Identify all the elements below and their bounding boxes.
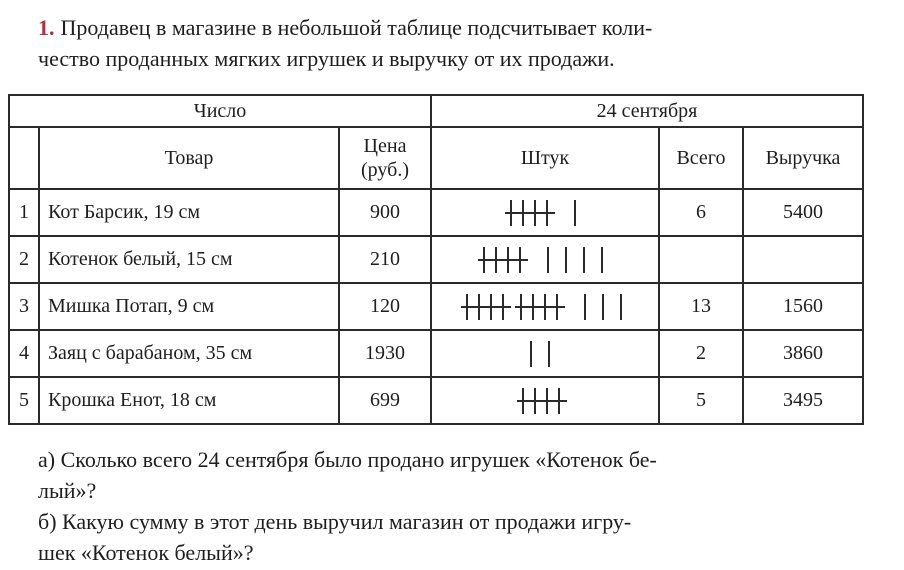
header-row-columns (9, 127, 863, 189)
row-price: 699 (339, 377, 431, 424)
problem-number: 1. (38, 15, 55, 40)
row-price: 120 (339, 283, 431, 330)
row-tally (431, 330, 659, 377)
header-price (339, 127, 431, 189)
table-row (9, 330, 863, 377)
row-name: Заяц с барабаном, 35 см (39, 330, 339, 377)
problem-line-2: чество проданных мягких игрушек и выручку от их продажи. (38, 46, 615, 71)
header-item: Товар (39, 127, 339, 189)
row-revenue: 3495 (743, 377, 863, 424)
row-index: 1 (9, 189, 39, 236)
row-name: Мишка Потап, 9 см (39, 283, 339, 330)
row-name: Крошка Енот, 18 см (39, 377, 339, 424)
row-tally (431, 236, 659, 283)
problem-statement (38, 12, 868, 74)
row-index: 5 (9, 377, 39, 424)
question-a (38, 444, 868, 506)
header-price-line2: (руб.) (361, 159, 409, 181)
question-b-line-2: шек «Котенок белый»? (38, 540, 254, 565)
row-price: 900 (339, 189, 431, 236)
row-name: Котенок белый, 15 см (39, 236, 339, 283)
row-price: 1930 (339, 330, 431, 377)
table-row (9, 377, 863, 424)
date-label: Число (9, 95, 431, 127)
row-index: 4 (9, 330, 39, 377)
table-row (9, 283, 863, 330)
row-price: 210 (339, 236, 431, 283)
question-a-line-1: а) Сколько всего 24 сентября было продано игрушек «Котенок бе- (38, 447, 657, 472)
row-revenue: 5400 (743, 189, 863, 236)
tally-marks (503, 197, 587, 229)
questions (38, 444, 868, 568)
row-total: 13 (659, 283, 743, 330)
row-total: 6 (659, 189, 743, 236)
row-revenue (743, 236, 863, 283)
row-total: 5 (659, 377, 743, 424)
tally-marks (515, 385, 575, 417)
row-tally (431, 189, 659, 236)
header-tally: Штук (431, 127, 659, 189)
sales-table (8, 94, 864, 425)
header-price-line1: Цена (363, 135, 407, 157)
row-index: 2 (9, 236, 39, 283)
row-revenue: 1560 (743, 283, 863, 330)
row-name: Кот Барсик, 19 см (39, 189, 339, 236)
row-tally (431, 283, 659, 330)
row-index: 3 (9, 283, 39, 330)
row-total (659, 236, 743, 283)
question-a-line-2: лый»? (38, 478, 97, 503)
question-b (38, 506, 868, 568)
header-revenue: Выручка (743, 127, 863, 189)
problem-line-1 (38, 12, 868, 43)
tally-marks (459, 291, 631, 323)
table-row (9, 189, 863, 236)
row-revenue: 3860 (743, 330, 863, 377)
question-b-line-1: б) Какую сумму в этот день выручил магазин от продажи игру- (38, 509, 632, 534)
tally-marks (523, 338, 567, 370)
header-total: Всего (659, 127, 743, 189)
table-row (9, 236, 863, 283)
date-value: 24 сентября (431, 95, 863, 127)
row-total: 2 (659, 330, 743, 377)
tally-marks (476, 244, 614, 276)
header-index (9, 127, 39, 189)
problem-text-1: Продавец в магазине в небольшой таблице подсчитывает коли- (60, 15, 653, 40)
header-row-date (9, 95, 863, 127)
row-tally (431, 377, 659, 424)
